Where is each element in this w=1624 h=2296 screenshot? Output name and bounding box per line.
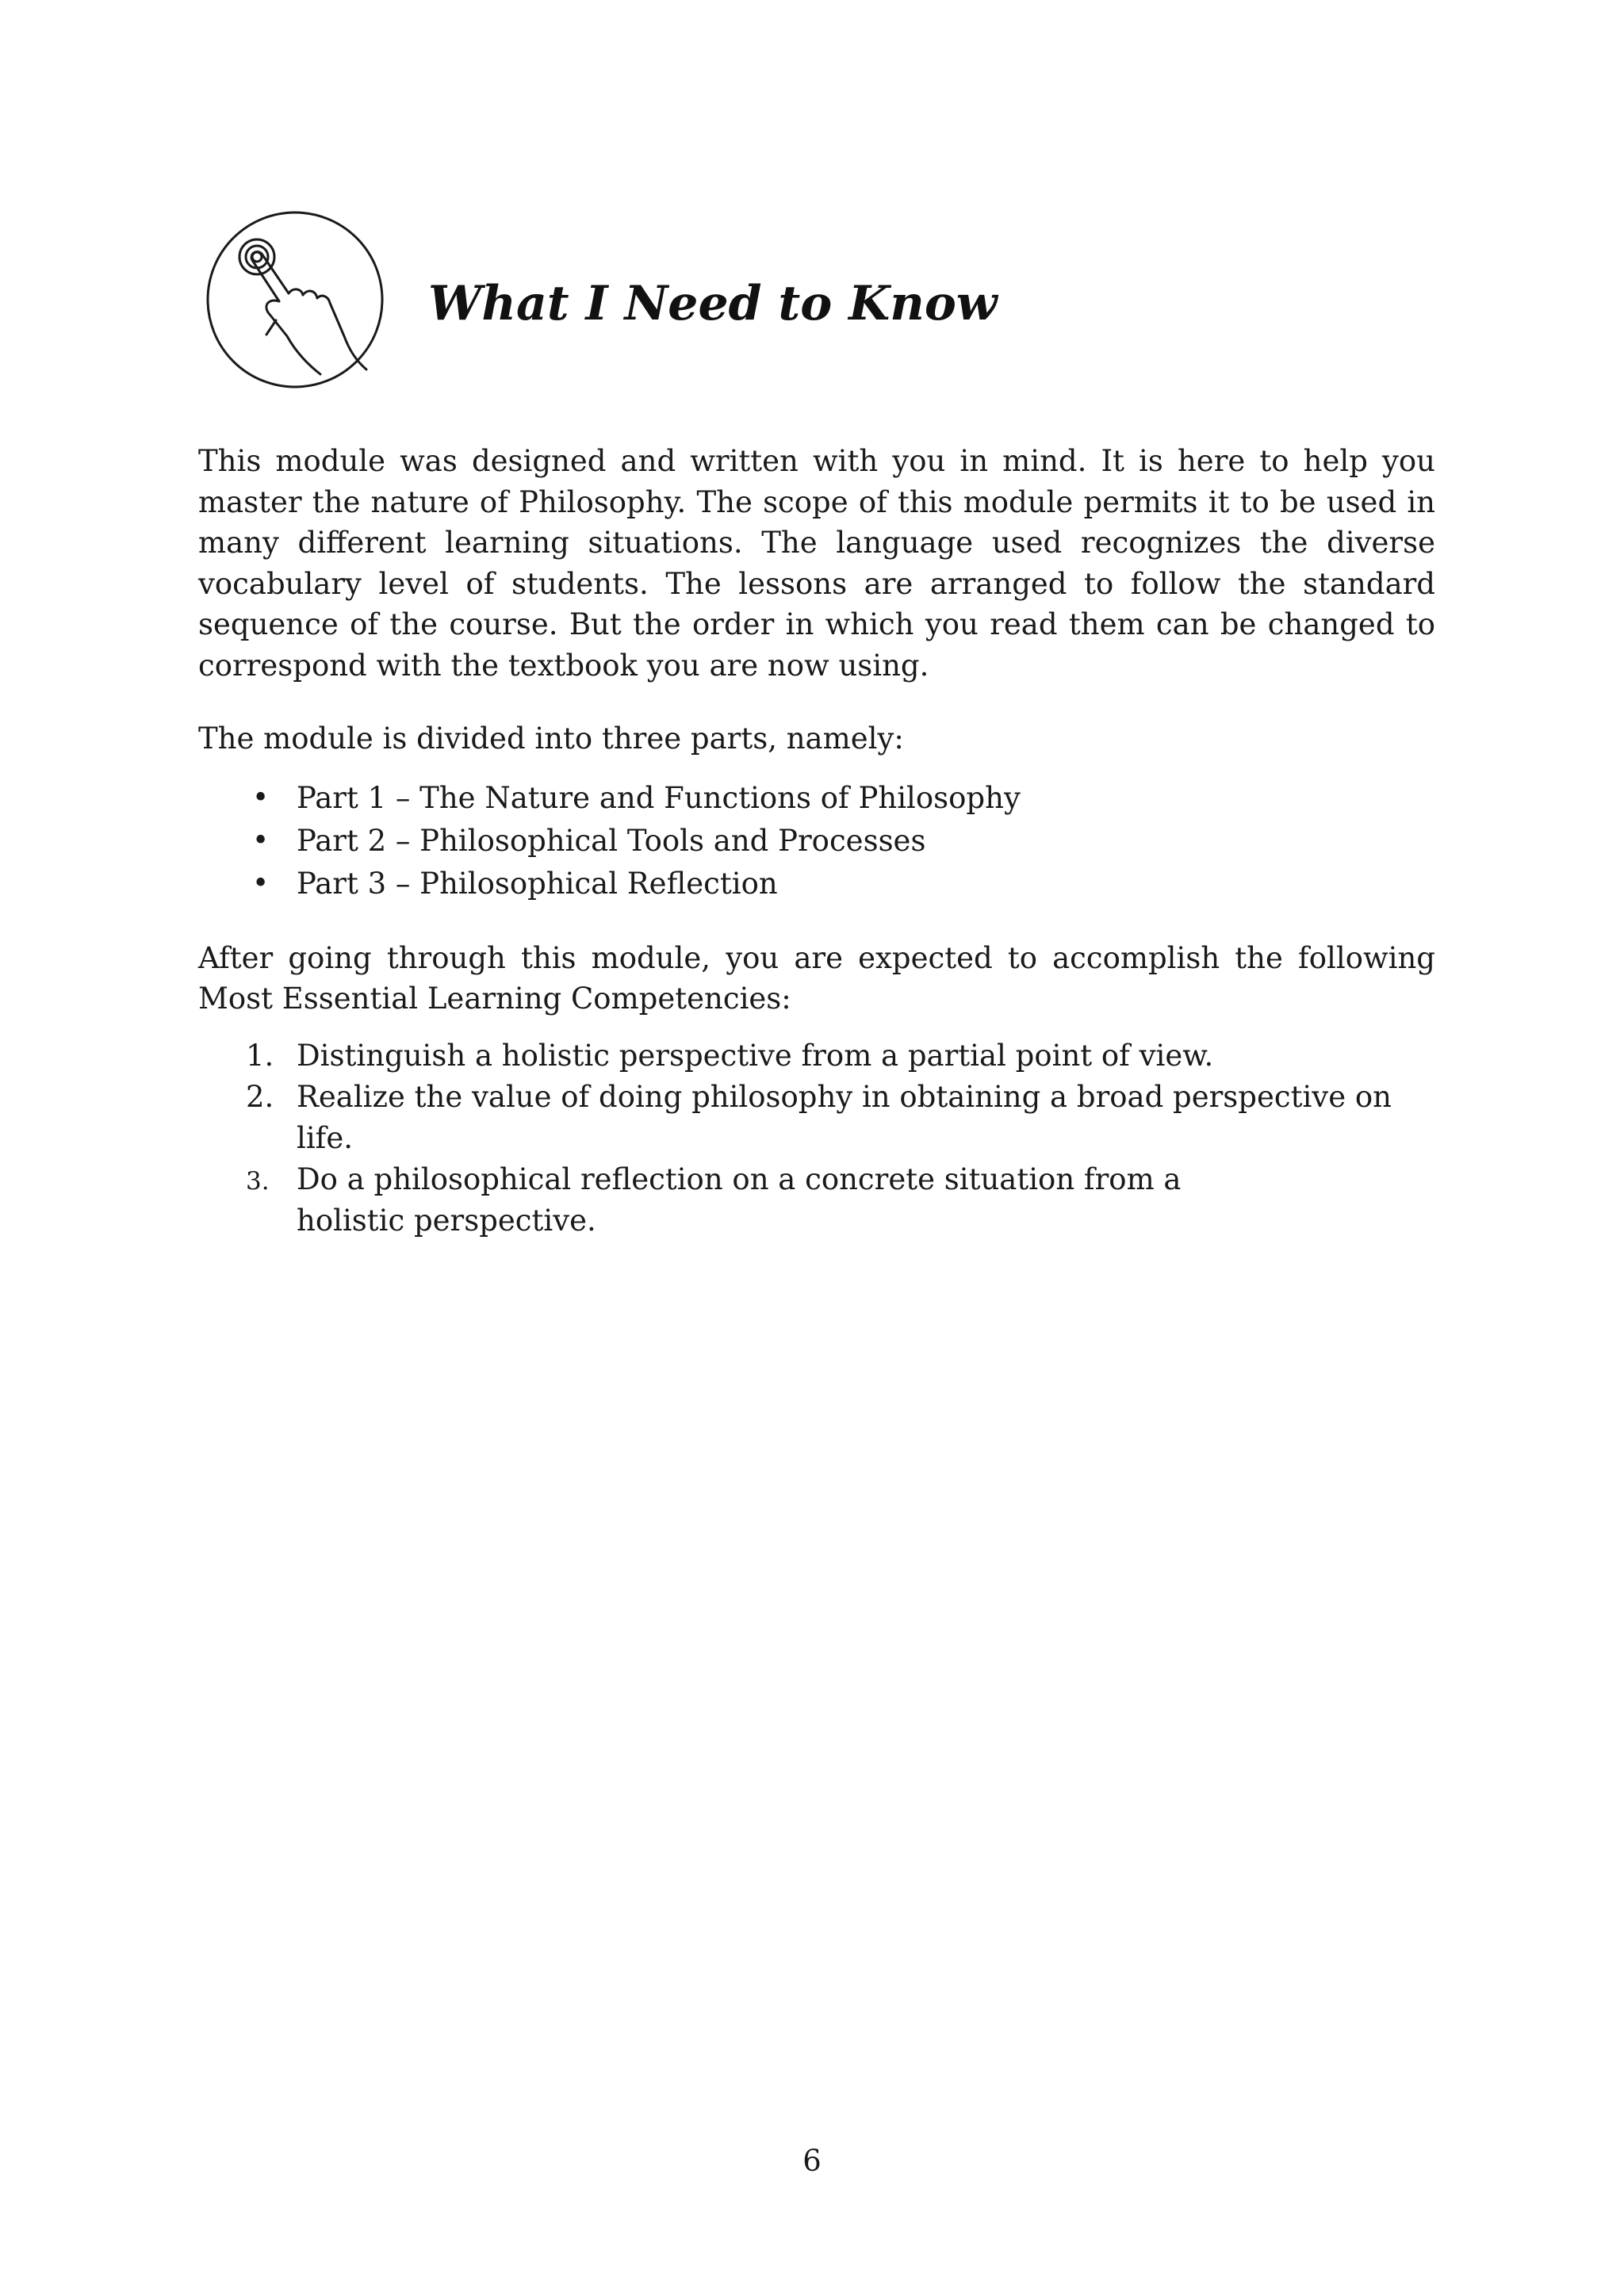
list-item	[198, 820, 1435, 863]
list-number: 1.	[246, 1038, 274, 1073]
section-header	[200, 205, 1437, 395]
section-title: What I Need to Know	[428, 276, 998, 331]
list-item	[198, 1077, 1435, 1159]
list-item	[198, 777, 1435, 820]
bullet-icon: •	[252, 824, 270, 857]
list-item	[198, 1035, 1435, 1077]
pointing-hand-icon	[200, 205, 390, 395]
competency-text: Realize the value of doing philosophy in obtaining a broad perspective on life.	[297, 1079, 1392, 1155]
competency-text: Distinguish a holistic perspective from a partial point of view.	[297, 1038, 1214, 1073]
module-content	[198, 441, 1435, 1242]
competencies-list	[198, 1035, 1435, 1242]
list-item	[198, 863, 1435, 905]
parts-intro: The module is divided into three parts, namely:	[198, 721, 904, 756]
intro-paragraph: This module was designed and written with you in mind. It is here to help you master the nature of Philosophy. The scope of this module permits it to be used in many different learning situations. The language used recognizes the diverse vocabulary level of students. The lessons are arranged to follow the standard sequence of the course. But the order in which you read them can be changed to correspond with the textbook you are now using.	[198, 444, 1435, 683]
competency-text: Do a philosophical reflection on a concrete situation from a holistic perspective.	[297, 1161, 1182, 1238]
part-label: Part 1 – The Nature and Functions of Philosophy	[297, 780, 1021, 815]
bullet-icon: •	[252, 867, 270, 900]
parts-list	[198, 777, 1435, 905]
competencies-intro: After going through this module, you are expected to accomplish the following Most Essential Learning Competencies:	[198, 940, 1435, 1016]
list-item	[198, 1159, 1435, 1242]
part-label: Part 3 – Philosophical Reflection	[297, 866, 778, 901]
page-number: 6	[802, 2144, 822, 2178]
bullet-icon: •	[252, 781, 270, 814]
list-number: 2.	[246, 1079, 274, 1114]
list-number: 3.	[246, 1166, 270, 1196]
part-label: Part 2 – Philosophical Tools and Processes	[297, 823, 926, 858]
